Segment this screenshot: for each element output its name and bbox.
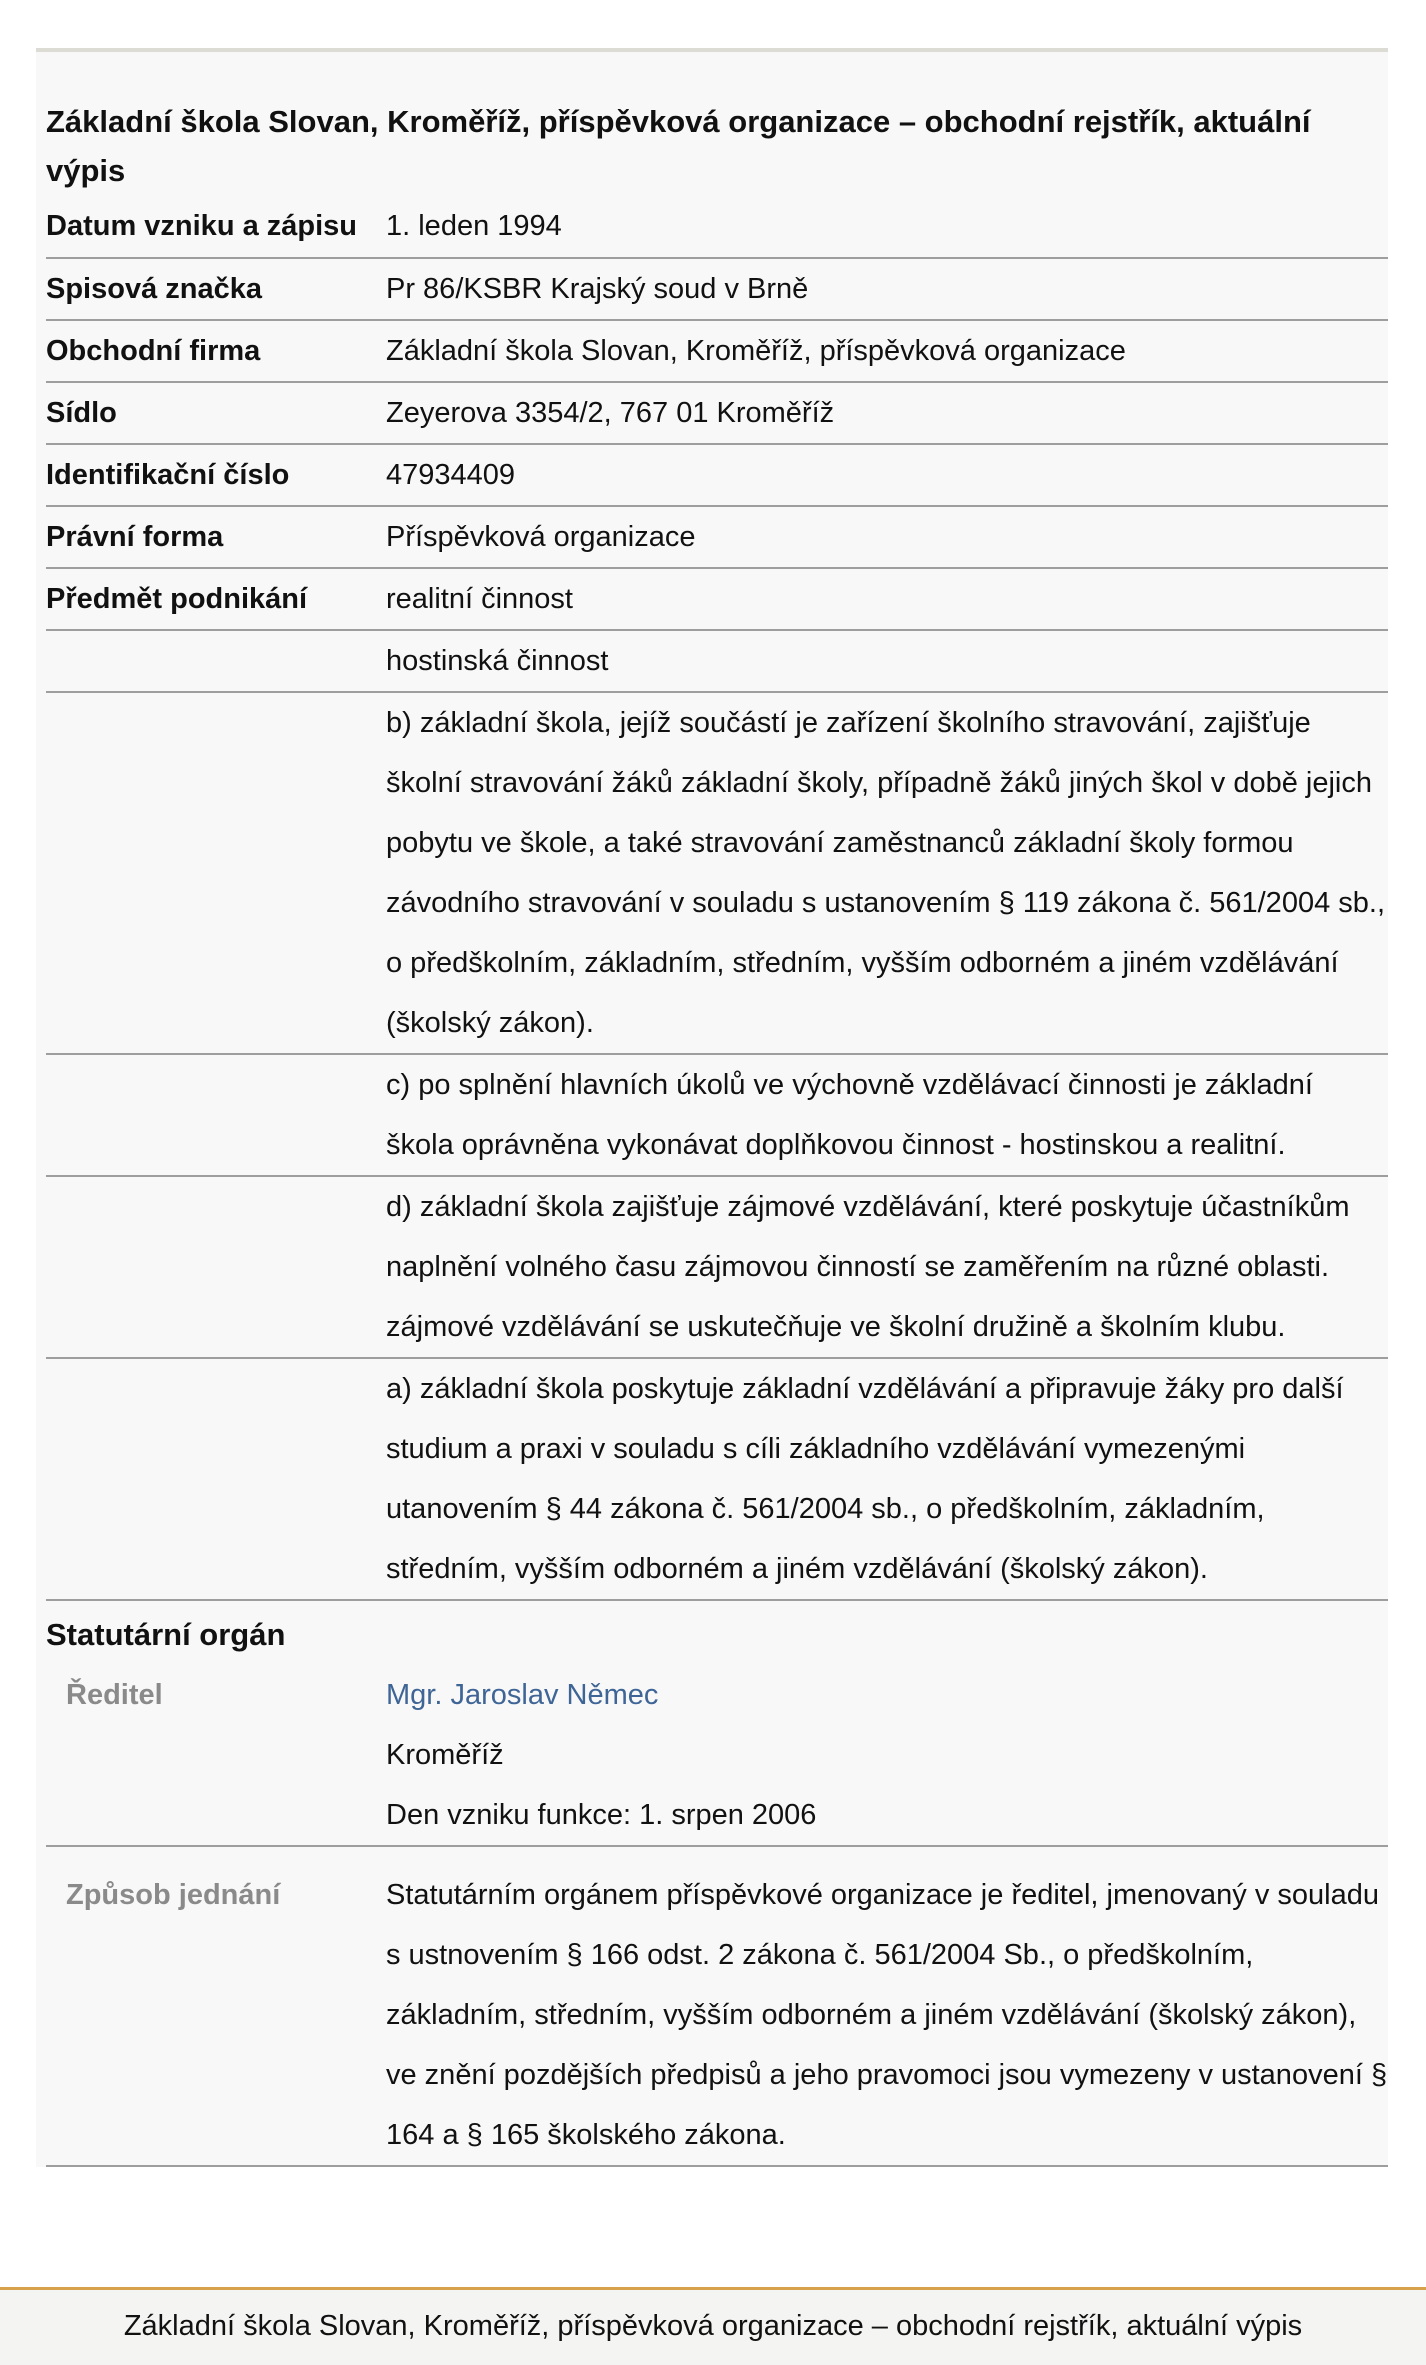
table-row <box>46 1054 1388 1176</box>
page-title: Základní škola Slovan, Kroměříž, příspěvková organizace – obchodní rejstřík, aktuální výpis <box>46 104 1311 188</box>
manner-label: Způsob jednání <box>46 1846 386 2166</box>
row-label-id-number: Identifikační číslo <box>46 444 386 506</box>
subject-item: a) základní škola poskytuje základní vzdělávání a připravuje žáky pro další studium a praxi v souladu s cíli základního vzdělávání vymezenými utanovením § 44 zákona č. 561/2004 sb., o předškolním, základním, středním, vyšším odborném a jiném vzdělávání (školský zákon). <box>386 1358 1388 1600</box>
table-row <box>46 258 1388 320</box>
row-value-legal-form: Příspěvková organizace <box>386 506 1388 568</box>
subject-item: b) základní škola, jejíž součástí je zařízení školního stravování, zajišťuje školní stravování žáků základní školy, případně žáků jiných škol v době jejich pobytu ve škole, a také stravování zaměstnanců základní školy formou závodního stravování v souladu s ustanovením § 119 zákona č. 561/2004 sb., o předškolním, základním, středním, vyšším odborném a jiném vzdělávání (školský zákon). <box>386 692 1388 1054</box>
row-value-company-name: Základní škola Slovan, Kroměříž, příspěvková organizace <box>386 320 1388 382</box>
director-since: Den vzniku funkce: 1. srpen 2006 <box>386 1799 817 1831</box>
row-label-seat: Sídlo <box>46 382 386 444</box>
subject-item: hostinská činnost <box>386 630 1388 692</box>
row-value-id-number: 47934409 <box>386 444 1388 506</box>
table-row <box>46 692 1388 1054</box>
subject-item: realitní činnost <box>386 568 1388 630</box>
row-label-legal-form: Právní forma <box>46 506 386 568</box>
table-row <box>46 320 1388 382</box>
row-value-founded: 1. leden 1994 <box>386 195 1388 258</box>
director-city: Kroměříž <box>386 1739 504 1771</box>
table-row <box>46 1846 1388 2166</box>
manner-text: Statutárním orgánem příspěvkové organizace je ředitel, jmenovaný v souladu s ustnovením § 166 odst. 2 zákona č. 561/2004 Sb., o předškolním, základním, středním, vyšším odborném a jiném vzdělávání (školský zákon), ve znění pozdějších předpisů a jeho pravomoci jsou vymezeny v ustanovení § 164 a § 165 školského zákona. <box>386 1846 1388 2166</box>
table-row <box>46 382 1388 444</box>
table-row <box>46 1358 1388 1600</box>
row-value-file-number: Pr 86/KSBR Krajský soud v Brně <box>386 258 1388 320</box>
statutory-heading: Statutární orgán <box>46 1617 286 1652</box>
statutory-heading-row <box>46 1600 1388 1665</box>
row-value-seat: Zeyerova 3354/2, 767 01 Kroměříž <box>386 382 1388 444</box>
table-row <box>46 506 1388 568</box>
registry-panel <box>36 48 1388 2167</box>
table-row <box>46 630 1388 692</box>
table-row <box>46 444 1388 506</box>
director-details <box>386 1665 1388 1846</box>
registry-table <box>46 195 1388 2167</box>
row-label-business-subject: Předmět podnikání <box>46 568 386 630</box>
row-label-company-name: Obchodní firma <box>46 320 386 382</box>
table-row <box>46 1665 1388 1846</box>
row-label-file-number: Spisová značka <box>46 258 386 320</box>
director-label: Ředitel <box>46 1665 386 1846</box>
table-row <box>46 1176 1388 1358</box>
table-row <box>46 195 1388 258</box>
table-row <box>46 568 1388 630</box>
page-footer: Základní škola Slovan, Kroměříž, příspěvková organizace – obchodní rejstřík, aktuální výpis <box>0 2287 1426 2365</box>
row-label-founded: Datum vzniku a zápisu <box>46 195 386 258</box>
subject-item: d) základní škola zajišťuje zájmové vzdělávání, které poskytuje účastníkům naplnění volného času zájmovou činností se zaměřením na různé oblasti. zájmové vzdělávání se uskutečňuje ve školní družině a školním klubu. <box>386 1176 1388 1358</box>
subject-item: c) po splnění hlavních úkolů ve výchovně vzdělávací činnosti je základní škola oprávněna vykonávat doplňkovou činnost - hostinskou a realitní. <box>386 1054 1388 1176</box>
director-name-link[interactable]: Mgr. Jaroslav Němec <box>386 1679 659 1711</box>
